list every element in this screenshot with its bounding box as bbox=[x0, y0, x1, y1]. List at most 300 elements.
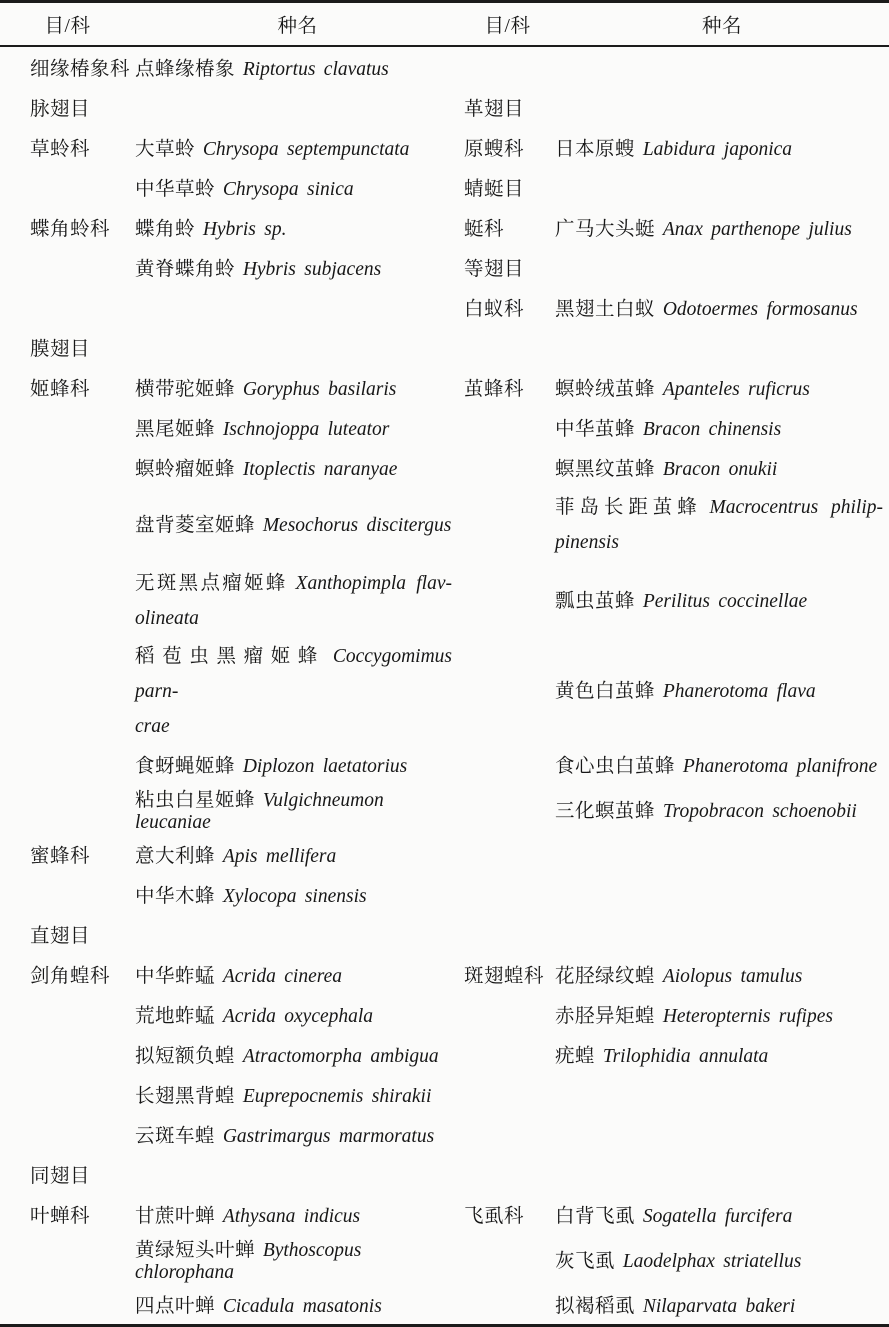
species-line bbox=[555, 490, 883, 525]
order-family-name: 原螋科 bbox=[464, 139, 525, 160]
table-row bbox=[0, 784, 889, 834]
species-latin-name: Phanerotoma planifrone bbox=[682, 756, 878, 777]
order-family-cell-left bbox=[0, 407, 135, 447]
order-family-cell-right bbox=[460, 1154, 555, 1194]
species-common-name: 疣蝗 bbox=[555, 1046, 596, 1067]
species-latin-name: Apis mellifera bbox=[222, 846, 337, 867]
species-common-name: 四点叶蝉 bbox=[135, 1296, 216, 1317]
table-row bbox=[0, 1234, 889, 1284]
species-cell-right bbox=[555, 127, 889, 167]
table-row bbox=[0, 127, 889, 167]
species-common-name: 甘蔗叶蝉 bbox=[135, 1206, 216, 1227]
order-family-cell-right bbox=[460, 207, 555, 247]
species-latin-name: Athysana indicus bbox=[222, 1206, 361, 1227]
species-cell-right bbox=[555, 487, 889, 563]
species-latin-name: Bracon onukii bbox=[662, 459, 778, 480]
species-cell-right bbox=[555, 87, 889, 127]
table-row bbox=[0, 954, 889, 994]
table-row bbox=[0, 1114, 889, 1154]
species-common-name: 瓢虫茧蜂 bbox=[555, 590, 636, 612]
species-common-name: 三化螟茧蜂 bbox=[555, 801, 656, 822]
species-common-name: 黄绿短头叶蝉 bbox=[135, 1240, 256, 1261]
order-family-name: 蜓科 bbox=[464, 219, 505, 240]
order-family-name: 姬蜂科 bbox=[30, 379, 91, 400]
species-latin-name: Itoplectis naranyae bbox=[242, 459, 398, 480]
order-family-cell-right bbox=[460, 167, 555, 207]
species-line bbox=[135, 790, 384, 833]
order-family-cell-right bbox=[460, 954, 555, 994]
species-latin-name: Perilitus coccinellae bbox=[642, 590, 808, 612]
species-line bbox=[555, 176, 563, 197]
order-family-cell-left bbox=[0, 563, 135, 639]
species-line bbox=[555, 1123, 563, 1144]
species-cell-left bbox=[135, 744, 460, 784]
order-family-cell-left bbox=[0, 447, 135, 487]
species-latin-name: Phanerotoma flava bbox=[662, 681, 816, 702]
species-latin-name: Apanteles ruficrus bbox=[662, 379, 810, 400]
species-common-name: 意大利蜂 bbox=[135, 846, 216, 867]
species-cell-left bbox=[135, 874, 460, 914]
species-latin-name: Mesochorus discitergus bbox=[262, 514, 452, 536]
species-cell-left bbox=[135, 1154, 460, 1194]
species-latin-name: Xanthopimpla flav- bbox=[295, 573, 452, 594]
species-latin-name: Chrysopa sinica bbox=[222, 179, 354, 200]
order-family-cell-left bbox=[0, 954, 135, 994]
header-row bbox=[0, 2, 889, 47]
species-common-name: 拟褐稻虱 bbox=[555, 1296, 636, 1317]
species-common-name: 广马大头蜓 bbox=[555, 219, 656, 240]
order-family-cell-right bbox=[460, 994, 555, 1034]
species-line bbox=[135, 756, 407, 777]
order-family-cell-right bbox=[460, 563, 555, 639]
species-common-name: 盘背菱室姬蜂 bbox=[135, 514, 256, 536]
table-row bbox=[0, 447, 889, 487]
species-line bbox=[135, 419, 389, 440]
species-cell-right bbox=[555, 367, 889, 407]
order-family-name: 蝶角蛉科 bbox=[30, 219, 111, 240]
species-latin-name: Ischnojoppa luteator bbox=[222, 419, 390, 440]
species-latin-name: Trilophidia annulata bbox=[602, 1046, 769, 1067]
species-cell-left bbox=[135, 127, 460, 167]
species-cell-left bbox=[135, 247, 460, 287]
species-line bbox=[555, 1046, 768, 1067]
order-family-cell-left bbox=[0, 247, 135, 287]
species-line bbox=[135, 96, 143, 117]
species-common-name: 黑翅土白蚁 bbox=[555, 299, 656, 320]
species-latin-name: Bythoscopus chlorophana bbox=[135, 1240, 362, 1283]
order-family-name: 脉翅目 bbox=[30, 99, 91, 120]
species-cell-left bbox=[135, 834, 460, 874]
species-line bbox=[135, 639, 452, 709]
species-common-name: 拟短额负蝗 bbox=[135, 1046, 236, 1067]
species-line bbox=[135, 1163, 143, 1184]
species-common-name: 灰飞虱 bbox=[555, 1251, 616, 1272]
species-cell-left bbox=[135, 1034, 460, 1074]
order-family-name: 剑角蝗科 bbox=[30, 966, 111, 987]
order-family-cell-left bbox=[0, 639, 135, 744]
species-cell-right bbox=[555, 1284, 889, 1326]
species-common-name: 横带驼姬蜂 bbox=[135, 379, 236, 400]
species-common-name: 白背飞虱 bbox=[555, 1206, 636, 1227]
species-line bbox=[135, 1086, 431, 1107]
species-line bbox=[135, 139, 409, 160]
species-common-name: 食蚜蝇姬蜂 bbox=[135, 756, 236, 777]
species-cell-left bbox=[135, 367, 460, 407]
species-latin-name: Coccygomimus parn- bbox=[135, 646, 452, 702]
species-common-name: 螟蛉瘤姬蜂 bbox=[135, 459, 236, 480]
species-latin-name: Goryphus basilaris bbox=[242, 379, 397, 400]
order-family-cell-right bbox=[460, 1114, 555, 1154]
species-line bbox=[555, 219, 852, 240]
order-family-name: 等翅目 bbox=[464, 259, 525, 280]
species-latin-name: Riptortus clavatus bbox=[242, 59, 389, 80]
species-line bbox=[555, 1251, 801, 1272]
species-cell-left bbox=[135, 447, 460, 487]
table-row bbox=[0, 639, 889, 744]
order-family-cell-left bbox=[0, 744, 135, 784]
species-line bbox=[555, 681, 816, 702]
order-family-cell-right bbox=[460, 367, 555, 407]
species-common-name: 中华茧蜂 bbox=[555, 419, 636, 440]
order-family-cell-left bbox=[0, 1234, 135, 1284]
order-family-name: 蜻蜓目 bbox=[464, 179, 525, 200]
species-line bbox=[555, 256, 563, 277]
species-line bbox=[135, 886, 367, 907]
order-family-cell-right bbox=[460, 1234, 555, 1284]
order-family-cell-left bbox=[0, 367, 135, 407]
table-row bbox=[0, 407, 889, 447]
species-cell-left bbox=[135, 639, 460, 744]
order-family-name: 飞虱科 bbox=[464, 1206, 525, 1227]
species-cell-left bbox=[135, 287, 460, 327]
species-common-name: 中华草蛉 bbox=[135, 179, 216, 200]
species-line bbox=[135, 179, 354, 200]
species-cell-right bbox=[555, 207, 889, 247]
species-latin-name: Atractomorpha ambigua bbox=[242, 1046, 439, 1067]
species-latin-name: Nilaparvata bakeri bbox=[642, 1296, 796, 1317]
species-cell-right bbox=[555, 1154, 889, 1194]
species-latin-name: Odotoermes formosanus bbox=[662, 299, 858, 320]
species-latin-name: Gastrimargus marmoratus bbox=[222, 1126, 435, 1147]
species-latin-name: Acrida cinerea bbox=[222, 966, 343, 987]
order-family-name: 直翅目 bbox=[30, 926, 91, 947]
order-family-cell-right bbox=[460, 127, 555, 167]
species-latin-continuation: crae bbox=[135, 716, 170, 737]
species-line bbox=[135, 1046, 439, 1067]
species-common-name: 螟蛉绒茧蜂 bbox=[555, 379, 656, 400]
species-common-name: 黑尾姬蜂 bbox=[135, 419, 216, 440]
species-cell-left bbox=[135, 46, 460, 87]
table-row bbox=[0, 834, 889, 874]
species-latin-name: Hybris sp. bbox=[202, 219, 287, 240]
species-cell-left bbox=[135, 207, 460, 247]
species-cell-right bbox=[555, 914, 889, 954]
order-family-cell-left bbox=[0, 327, 135, 367]
table-row bbox=[0, 1154, 889, 1194]
species-line bbox=[555, 591, 807, 612]
species-cell-left bbox=[135, 994, 460, 1034]
species-cell-right bbox=[555, 994, 889, 1034]
order-family-cell-left bbox=[0, 1154, 135, 1194]
species-latin-name: Bracon chinensis bbox=[642, 419, 782, 440]
order-family-cell-right bbox=[460, 1284, 555, 1326]
table-row bbox=[0, 1194, 889, 1234]
species-cell-right bbox=[555, 1234, 889, 1284]
species-line bbox=[555, 379, 810, 400]
order-family-cell-left bbox=[0, 287, 135, 327]
order-family-name: 细缘椿象科 bbox=[30, 59, 131, 80]
species-latin-name: Sogatella furcifera bbox=[642, 1206, 793, 1227]
order-family-cell-left bbox=[0, 207, 135, 247]
species-cell-right bbox=[555, 327, 889, 367]
species-line bbox=[135, 566, 452, 601]
order-family-cell-left bbox=[0, 834, 135, 874]
species-line bbox=[135, 923, 143, 944]
order-family-cell-left bbox=[0, 87, 135, 127]
col-header-species-right: 种名 bbox=[555, 2, 889, 47]
species-common-name: 日本原螋 bbox=[555, 139, 636, 160]
species-line bbox=[135, 846, 336, 867]
order-family-cell-right bbox=[460, 447, 555, 487]
table-body bbox=[0, 46, 889, 1326]
species-cell-right bbox=[555, 874, 889, 914]
col-header-order-family-left: 目/科 bbox=[0, 2, 135, 47]
species-line bbox=[135, 379, 396, 400]
species-latin-continuation: pinensis bbox=[555, 532, 619, 553]
species-line bbox=[555, 801, 857, 822]
species-latin-name: Diplozon laetatorius bbox=[242, 756, 408, 777]
table-row bbox=[0, 207, 889, 247]
species-common-name: 螟黑纹茧蜂 bbox=[555, 459, 656, 480]
species-latin-name: Cicadula masatonis bbox=[222, 1296, 382, 1317]
species-common-name: 大草蛉 bbox=[135, 139, 196, 160]
species-cell-left bbox=[135, 1074, 460, 1114]
species-line bbox=[555, 139, 792, 160]
species-common-name: 粘虫白星姬蜂 bbox=[135, 790, 256, 811]
order-family-name: 革翅目 bbox=[464, 99, 525, 120]
species-cell-right bbox=[555, 1034, 889, 1074]
table-row bbox=[0, 1284, 889, 1326]
order-family-cell-right bbox=[460, 46, 555, 87]
order-family-name: 膜翅目 bbox=[30, 339, 91, 360]
species-latin-name: Laodelphax striatellus bbox=[622, 1251, 802, 1272]
species-cell-left bbox=[135, 1284, 460, 1326]
species-cell-right bbox=[555, 784, 889, 834]
species-common-name: 中华木蜂 bbox=[135, 886, 216, 907]
order-family-cell-right bbox=[460, 744, 555, 784]
table-row bbox=[0, 247, 889, 287]
order-family-name: 茧蜂科 bbox=[464, 379, 525, 400]
table-row bbox=[0, 1074, 889, 1114]
table-row bbox=[0, 367, 889, 407]
species-cell-right bbox=[555, 46, 889, 87]
col-header-species-left: 种名 bbox=[135, 2, 460, 47]
order-family-cell-right bbox=[460, 834, 555, 874]
species-line bbox=[555, 966, 802, 987]
species-line bbox=[555, 299, 858, 320]
order-family-cell-right bbox=[460, 407, 555, 447]
order-family-name: 草蛉科 bbox=[30, 139, 91, 160]
species-line bbox=[555, 1006, 833, 1027]
table-row bbox=[0, 327, 889, 367]
table-row bbox=[0, 287, 889, 327]
species-line bbox=[555, 96, 563, 117]
species-line bbox=[555, 883, 563, 904]
species-cell-left bbox=[135, 914, 460, 954]
species-cell-left bbox=[135, 167, 460, 207]
species-latin-name: Aiolopus tamulus bbox=[662, 966, 803, 987]
order-family-cell-left bbox=[0, 914, 135, 954]
species-line bbox=[555, 56, 563, 77]
species-line bbox=[555, 1163, 563, 1184]
table-row bbox=[0, 994, 889, 1034]
order-family-cell-left bbox=[0, 994, 135, 1034]
species-cell-left bbox=[135, 487, 460, 563]
order-family-cell-left bbox=[0, 167, 135, 207]
order-family-cell-left bbox=[0, 1074, 135, 1114]
species-cell-left bbox=[135, 407, 460, 447]
species-line bbox=[555, 1083, 563, 1104]
order-family-cell-right bbox=[460, 247, 555, 287]
species-line bbox=[135, 1240, 361, 1283]
species-latin-name: Heteropternis rufipes bbox=[662, 1006, 833, 1027]
order-family-name: 斑翅蝗科 bbox=[464, 966, 545, 987]
order-family-cell-right bbox=[460, 1034, 555, 1074]
species-cell-right bbox=[555, 167, 889, 207]
order-family-name: 同翅目 bbox=[30, 1166, 91, 1187]
species-latin-name: Macrocentrus philip- bbox=[709, 497, 883, 518]
species-common-name: 黄脊蝶角蛉 bbox=[135, 259, 236, 280]
species-common-name: 无斑黑点瘤姬蜂 bbox=[135, 573, 288, 594]
table-row bbox=[0, 914, 889, 954]
species-cell-left bbox=[135, 1194, 460, 1234]
species-common-name: 长翅黑背蝗 bbox=[135, 1086, 236, 1107]
species-line bbox=[135, 259, 381, 280]
order-family-cell-right bbox=[460, 1194, 555, 1234]
order-family-name: 蜜蜂科 bbox=[30, 846, 91, 867]
order-family-name: 白蚁科 bbox=[464, 299, 525, 320]
species-line bbox=[135, 336, 143, 357]
species-cell-right bbox=[555, 247, 889, 287]
species-common-name: 稻苞虫黑瘤姬蜂 bbox=[135, 646, 326, 667]
species-line bbox=[135, 515, 451, 536]
species-common-name: 食心虫白茧蜂 bbox=[555, 756, 676, 777]
species-line bbox=[555, 923, 563, 944]
table-row bbox=[0, 563, 889, 639]
order-family-cell-left bbox=[0, 874, 135, 914]
species-common-name: 蝶角蛉 bbox=[135, 219, 196, 240]
species-cell-right bbox=[555, 639, 889, 744]
species-common-name: 云斑车蝗 bbox=[135, 1126, 216, 1147]
order-family-cell-right bbox=[460, 327, 555, 367]
order-family-cell-left bbox=[0, 127, 135, 167]
order-family-cell-left bbox=[0, 1284, 135, 1326]
species-cell-left bbox=[135, 1114, 460, 1154]
species-line bbox=[135, 59, 389, 80]
order-family-cell-left bbox=[0, 487, 135, 563]
species-cell-right bbox=[555, 1194, 889, 1234]
species-cell-left bbox=[135, 954, 460, 994]
species-cell-right bbox=[555, 1074, 889, 1114]
order-family-cell-right bbox=[460, 87, 555, 127]
species-latin-name: Xylocopa sinensis bbox=[222, 886, 367, 907]
species-line bbox=[555, 1296, 795, 1317]
species-line bbox=[135, 459, 397, 480]
species-latin-name: Acrida oxycephala bbox=[222, 1006, 374, 1027]
species-cell-right bbox=[555, 1114, 889, 1154]
table-row bbox=[0, 46, 889, 87]
species-cell-left bbox=[135, 563, 460, 639]
species-line bbox=[555, 419, 781, 440]
order-family-cell-right bbox=[460, 487, 555, 563]
order-family-cell-right bbox=[460, 874, 555, 914]
species-line bbox=[135, 296, 143, 317]
species-latin-name: Hybris subjacens bbox=[242, 259, 382, 280]
order-family-cell-right bbox=[460, 639, 555, 744]
species-cell-left bbox=[135, 1234, 460, 1284]
species-cell-right bbox=[555, 563, 889, 639]
species-line bbox=[555, 336, 563, 357]
table-header bbox=[0, 2, 889, 47]
order-family-cell-left bbox=[0, 1034, 135, 1074]
species-line bbox=[555, 1206, 792, 1227]
species-common-name: 点蜂缘椿象 bbox=[135, 59, 236, 80]
order-family-cell-right bbox=[460, 1074, 555, 1114]
species-line bbox=[135, 966, 342, 987]
species-line bbox=[555, 459, 777, 480]
species-line bbox=[555, 756, 877, 777]
table-row bbox=[0, 1034, 889, 1074]
species-line bbox=[135, 1126, 434, 1147]
species-latin-name: Anax parthenope julius bbox=[662, 219, 852, 240]
table-row bbox=[0, 167, 889, 207]
table-row bbox=[0, 487, 889, 563]
order-family-cell-right bbox=[460, 287, 555, 327]
table-row bbox=[0, 874, 889, 914]
species-latin-name: Vulgichneumon leucaniae bbox=[135, 790, 384, 833]
species-cell-left bbox=[135, 784, 460, 834]
species-cell-left bbox=[135, 87, 460, 127]
species-cell-right bbox=[555, 447, 889, 487]
order-family-name: 叶蝉科 bbox=[30, 1206, 91, 1227]
species-common-name: 赤胫异矩蝗 bbox=[555, 1006, 656, 1027]
order-family-cell-left bbox=[0, 784, 135, 834]
species-latin-continuation: olineata bbox=[135, 608, 199, 629]
species-cell-left bbox=[135, 327, 460, 367]
species-cell-right bbox=[555, 834, 889, 874]
species-common-name: 中华蚱蜢 bbox=[135, 966, 216, 987]
order-family-cell-left bbox=[0, 46, 135, 87]
species-line bbox=[135, 1006, 373, 1027]
table-row bbox=[0, 744, 889, 784]
order-family-cell-left bbox=[0, 1114, 135, 1154]
species-common-name: 黄色白茧蜂 bbox=[555, 681, 656, 702]
order-family-cell-right bbox=[460, 914, 555, 954]
species-common-name: 荒地蚱蜢 bbox=[135, 1006, 216, 1027]
col-header-order-family-right: 目/科 bbox=[460, 2, 555, 47]
species-latin-name: Euprepocnemis shirakii bbox=[242, 1086, 432, 1107]
species-cell-right bbox=[555, 287, 889, 327]
species-common-name: 花胫绿纹蝗 bbox=[555, 966, 656, 987]
species-line bbox=[135, 1296, 382, 1317]
table-row bbox=[0, 87, 889, 127]
species-cell-right bbox=[555, 954, 889, 994]
order-family-cell-left bbox=[0, 1194, 135, 1234]
species-cell-right bbox=[555, 407, 889, 447]
species-cell-right bbox=[555, 744, 889, 784]
species-latin-name: Chrysopa septempunctata bbox=[202, 139, 410, 160]
species-latin-name: Tropobracon schoenobii bbox=[662, 801, 857, 822]
